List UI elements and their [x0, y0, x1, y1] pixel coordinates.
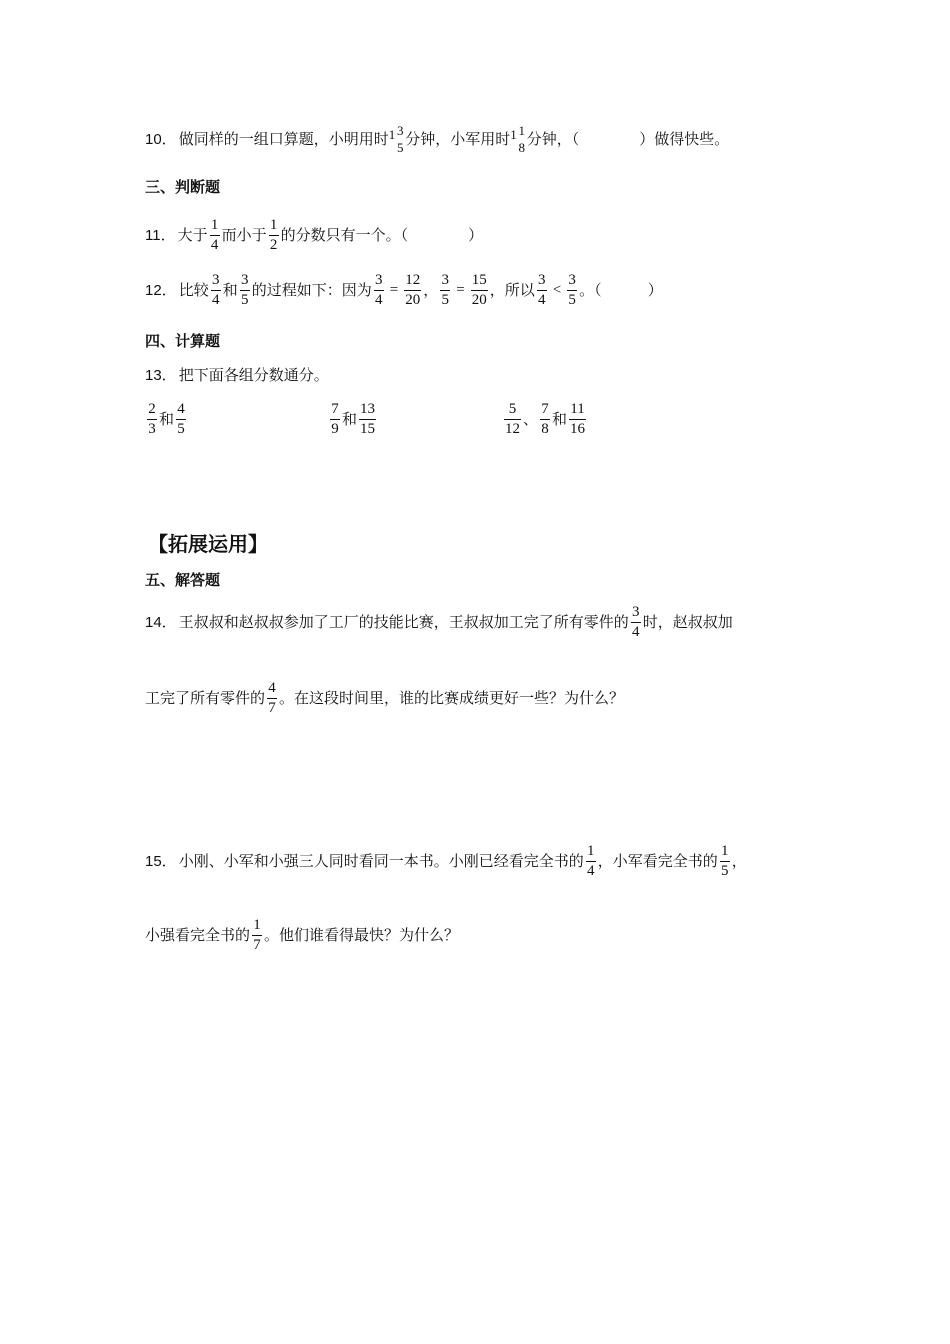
connector-text: 和 — [342, 410, 358, 428]
fraction-denominator: 8 — [541, 421, 549, 437]
fraction-numerator: 7 — [331, 401, 339, 417]
fraction — [374, 273, 384, 308]
fraction — [471, 273, 488, 308]
question-number: 11． — [145, 227, 176, 244]
fraction-denominator: 5 — [568, 292, 576, 308]
fraction — [211, 273, 221, 308]
question-text: 比较 — [178, 281, 209, 299]
fraction-numerator: 4 — [177, 401, 185, 417]
question-text: 分钟，小军用时 — [405, 129, 511, 148]
question-12 — [145, 273, 663, 308]
fraction-numerator: 1 — [518, 123, 525, 138]
fraction-numerator: 2 — [148, 401, 156, 417]
fraction-denominator: 4 — [631, 624, 640, 640]
fraction — [395, 124, 405, 154]
fraction-denominator: 20 — [471, 292, 487, 308]
fraction-denominator: 3 — [148, 421, 156, 437]
fraction — [267, 681, 277, 716]
fraction — [176, 402, 186, 437]
question-text: 。在这段时间里，谁的比赛成绩更好一些？为什么？ — [279, 689, 625, 707]
fraction-denominator: 5 — [720, 863, 729, 879]
section-heading-judgement: 三、判断题 — [145, 178, 221, 196]
fraction — [631, 605, 641, 640]
fraction-denominator: 15 — [360, 421, 376, 437]
question-14-line-2 — [145, 681, 624, 716]
fraction-numerator: 3 — [568, 272, 576, 288]
fraction-group-2 — [328, 402, 378, 437]
fraction-denominator: 20 — [405, 292, 421, 308]
fraction-group-3 — [502, 402, 588, 437]
fraction — [252, 918, 262, 953]
fraction — [440, 273, 450, 308]
question-text: ） — [647, 281, 663, 299]
fraction-numerator: 11 — [570, 401, 585, 417]
fraction — [586, 844, 596, 879]
fraction-numerator: 3 — [374, 272, 383, 288]
question-text: ）做得快些。 — [639, 129, 730, 148]
question-number: 10． — [145, 130, 177, 148]
fraction-denominator: 12 — [505, 421, 520, 437]
fraction — [567, 273, 577, 308]
fraction-denominator: 4 — [586, 863, 595, 879]
fraction — [359, 402, 376, 437]
separator-text: 、 — [523, 410, 539, 428]
less-than-sign: < — [552, 282, 562, 298]
question-14-line-1 — [145, 605, 733, 640]
fraction — [269, 218, 279, 253]
mixed-whole: 1 — [510, 126, 517, 142]
connector-text: 和 — [159, 410, 175, 428]
question-13 — [145, 368, 329, 383]
section-heading-calculation: 四、计算题 — [145, 332, 221, 350]
fraction-numerator: 12 — [405, 272, 421, 288]
fraction-denominator: 5 — [240, 292, 249, 308]
equals-sign: = — [456, 282, 465, 298]
question-text: 的分数只有一个。（ — [280, 226, 409, 244]
mixed-number-xiaoming — [389, 124, 406, 154]
question-text: 工完了所有零件的 — [145, 689, 266, 707]
fraction-denominator: 4 — [210, 237, 219, 253]
question-text: ，所以 — [489, 281, 535, 299]
question-10 — [145, 124, 729, 154]
question-number: 12． — [145, 282, 177, 299]
fraction-numerator: 3 — [396, 123, 404, 138]
fraction-denominator: 4 — [374, 292, 383, 308]
question-text: 大于 — [177, 226, 208, 244]
fraction-numerator: 3 — [631, 604, 640, 620]
fraction-denominator: 2 — [269, 237, 278, 253]
fraction-denominator: 5 — [177, 421, 185, 437]
question-15-line-2 — [145, 918, 459, 953]
fraction-denominator: 7 — [253, 937, 261, 953]
fraction — [540, 402, 550, 437]
question-11 — [145, 218, 483, 253]
question-text: 。（ — [579, 281, 602, 299]
fraction-denominator: 5 — [441, 292, 449, 308]
fraction-numerator: 4 — [268, 680, 276, 696]
fraction — [537, 273, 547, 308]
fraction-denominator: 5 — [396, 140, 404, 155]
question-text: 而小于 — [221, 226, 267, 244]
question-text: ， — [731, 852, 747, 870]
fraction — [504, 402, 521, 437]
question-text: ） — [468, 226, 484, 244]
question-number: 14． — [145, 614, 177, 631]
fraction — [720, 844, 730, 879]
equals-sign: = — [389, 282, 399, 298]
fraction-numerator: 15 — [471, 272, 487, 288]
question-text: 王叔叔和赵叔叔参加了工厂的技能比赛，王叔叔加工完了所有零件的 — [178, 613, 629, 631]
question-text: 。他们谁看得最快？为什么？ — [264, 926, 460, 944]
mixed-whole: 1 — [388, 126, 396, 142]
fraction — [330, 402, 340, 437]
extension-section-title: 【拓展运用】 — [148, 532, 268, 556]
fraction — [517, 124, 527, 154]
fraction-numerator: 5 — [508, 401, 517, 417]
question-text: 时，赵叔叔加 — [642, 613, 733, 631]
fraction-numerator: 3 — [240, 272, 249, 288]
fraction-numerator: 1 — [586, 843, 595, 859]
fraction-numerator: 1 — [253, 917, 261, 933]
fraction-numerator: 13 — [360, 401, 376, 417]
question-text: 分钟，（ — [526, 129, 580, 148]
fraction-denominator: 7 — [268, 700, 276, 716]
fraction-numerator: 1 — [720, 843, 729, 859]
question-number: 13． — [145, 367, 177, 384]
fraction — [147, 402, 157, 437]
fraction-numerator: 3 — [537, 272, 546, 288]
fraction-numerator: 7 — [541, 401, 549, 417]
question-text: 和 — [222, 281, 238, 299]
fraction-group-1 — [145, 402, 188, 437]
fraction-denominator: 8 — [518, 140, 525, 155]
fraction-denominator: 4 — [537, 292, 546, 308]
question-text: ， — [423, 281, 439, 299]
question-text: 小强看完全书的 — [145, 926, 251, 944]
question-15-line-1 — [145, 844, 747, 879]
fraction — [569, 402, 586, 437]
fraction — [240, 273, 250, 308]
mixed-number-xiaojun — [510, 124, 527, 154]
question-text: 小刚、小军和小强三人同时看同一本书。小刚已经看完全书的 — [178, 852, 584, 870]
question-text: 做同样的一组口算题，小明用时 — [178, 129, 389, 148]
question-number: 15． — [145, 853, 177, 870]
fraction-denominator: 9 — [331, 421, 339, 437]
question-text: 把下面各组分数通分。 — [178, 366, 329, 384]
fraction-numerator: 3 — [211, 272, 220, 288]
connector-text: 和 — [552, 410, 568, 428]
question-text: 的过程如下：因为 — [251, 281, 372, 299]
fraction-numerator: 1 — [269, 217, 278, 233]
question-text: ，小军看完全书的 — [597, 852, 718, 870]
fraction-denominator: 4 — [211, 292, 220, 308]
fraction — [404, 273, 421, 308]
section-heading-answer: 五、解答题 — [145, 571, 221, 589]
fraction-denominator: 16 — [570, 421, 586, 437]
fraction-numerator: 3 — [441, 272, 449, 288]
fraction-numerator: 1 — [210, 217, 219, 233]
fraction — [210, 218, 220, 253]
